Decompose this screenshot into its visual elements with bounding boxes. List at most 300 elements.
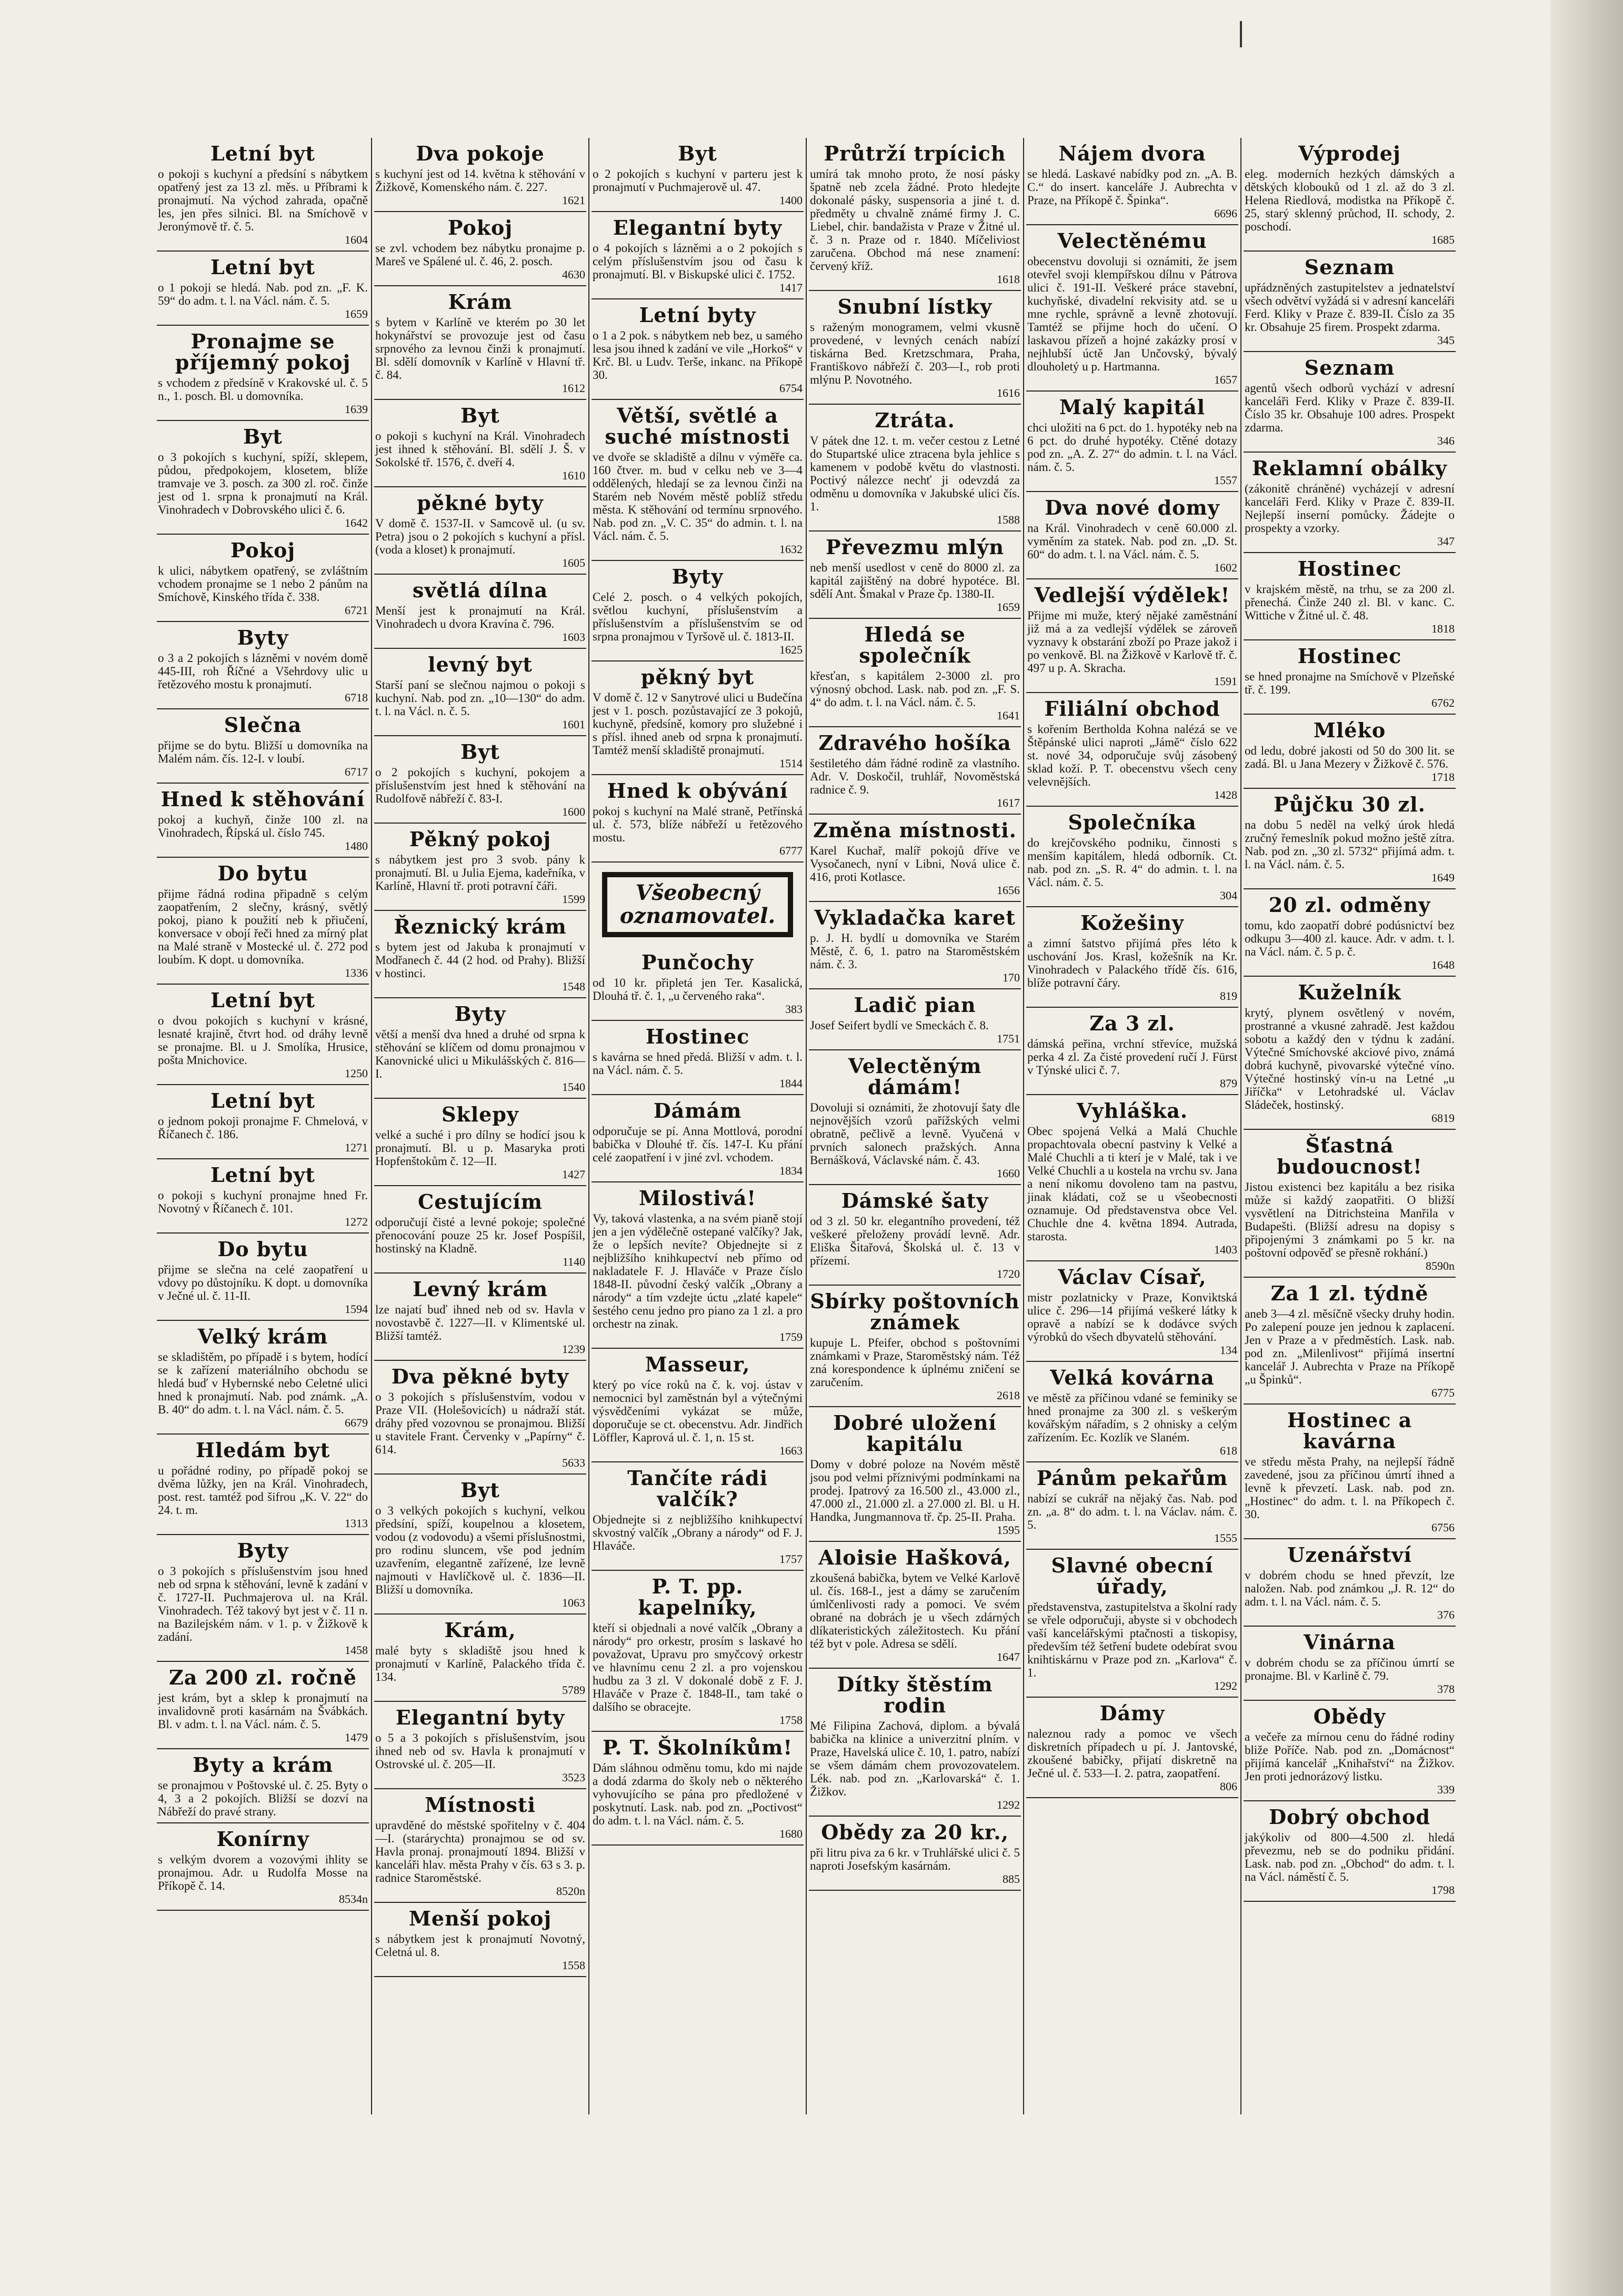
classified-ad <box>592 138 804 212</box>
ad-code: 5789 <box>562 1683 585 1697</box>
ad-title: Výprodej <box>1298 142 1401 165</box>
page-edge-shadow <box>1550 0 1623 2296</box>
ad-code: 345 <box>1437 334 1455 347</box>
ad-body: v krajském městě, na trhu, se za 200 zl. přenechá. Činže 240 zl. Bl. v kanc. C. Wittiche v Žitné ul. č. 48. <box>1245 583 1455 622</box>
ad-code: 1272 <box>345 1215 368 1228</box>
ad-code: 5633 <box>562 1456 585 1469</box>
ad-text <box>593 1378 803 1457</box>
ad-code: 1604 <box>345 233 368 246</box>
ad-body: na Král. Vinohradech v ceně 60.000 zl. vyměním za statek. Nab. pod zn. „D. St. 60“ do adm. t. l. na Václ. nám. č. 5. <box>1027 522 1237 561</box>
ad-code: 1660 <box>997 1167 1020 1180</box>
ad-body: upřádzněných zastupitelstev a jednatelství všech odvětví vyžádá si v adresní kanceláři Ferd. Kliky v Praze č. 839-II. Číslo za 35 kr. Obsahuje 25 firem. Prospekt zdarma. <box>1245 281 1455 334</box>
ad-title: Aloisie Hašková, <box>818 1546 1011 1569</box>
ad-title: Byt <box>460 740 500 764</box>
classified-ad <box>809 902 1021 989</box>
ad-code: 819 <box>1220 989 1237 1002</box>
classified-ad <box>374 1475 586 1615</box>
ad-text <box>375 167 585 207</box>
ad-body: o pokoji s kuchyní pronajme hned Fr. Novotný v Říčanech č. 101. <box>158 1189 368 1215</box>
classified-ad <box>809 1407 1021 1542</box>
ad-code: 618 <box>1220 1444 1237 1457</box>
ad-body: o 1 a 2 pok. s nábytkem neb bez, u samého lesa jsou ihned k zadání ve vile „Horkoš“ v Krč. Bl. u Ludv. Terše, inkanc. na Příkopě 30. <box>593 329 803 382</box>
classified-ad <box>809 1542 1021 1669</box>
ad-title: Velectěnému <box>1057 229 1207 253</box>
ad-body: o dvou pokojích s kuchyní v krásné, lesnaté krajině, čtvrt hod. od dráhy levně se pronajme. Bl. u J. Smolíka, Hrusice, pošta Mnichovice. <box>158 1014 368 1067</box>
ad-code: 1616 <box>997 386 1020 399</box>
ad-text <box>810 757 1020 809</box>
ad-body: ve dvoře se skladiště a dílnu v výměře ca. 160 čtver. m. bud v celku neb ve 3—4 oddělených, hledají se za levnou činži na Starém neb Novém městě poblíž středu města. K stěhování od termínu srpnového. Nab. pod zn. „V. C. 35“ do admin. t. l. na Václ. nám. č. 5. <box>593 450 803 543</box>
classified-ad <box>809 138 1021 291</box>
classified-ad <box>374 736 586 824</box>
ad-title: Václav Císař, <box>1058 1265 1207 1289</box>
classified-ad <box>1026 1362 1238 1462</box>
ad-title: Řeznický krám <box>394 915 567 938</box>
ad-body: na dobu 5 neděl na velký úrok hledá zručný řemeslník pokud možno ještě zítra. Nab. pod zn. „30 zl. 5732“ přijímá adm. t. l. na Václ. nám. č. 5. <box>1245 818 1455 871</box>
classified-ad <box>374 138 586 212</box>
ad-code: 1558 <box>562 1959 585 1972</box>
ad-text <box>593 1050 803 1090</box>
ad-text <box>810 1719 1020 1811</box>
ad-title: Společníka <box>1068 810 1197 834</box>
ad-code: 1818 <box>1431 622 1455 635</box>
ad-text <box>158 1464 368 1530</box>
classified-ad <box>809 1286 1021 1407</box>
ad-body: Obec spojená Velká a Malá Chuchle propachtovala obecní pastviny k Velké a Malé Chuchli a ti kterí je v Malé, tak i ve Velké Chuchli a u kostela na vrchu sv. Jana a není nikomu dovoleno tam na pastvu, jinak kládati, což se u všeobecnosti oznamuje. Od představenstva obce Vel. Chuchle dne 4. května 1894. Autrada, starosta. <box>1027 1125 1237 1243</box>
ad-title: Hned k obývání <box>607 779 788 803</box>
ad-title: Změna místnosti. <box>813 818 1017 842</box>
ad-title: Letní byt <box>211 142 315 165</box>
ad-title: Elegantní byty <box>395 1706 565 1729</box>
ad-title: Snubní lístky <box>837 295 993 318</box>
ad-code: 1591 <box>1214 675 1237 688</box>
classified-ad <box>1026 492 1238 579</box>
ad-body: se zvl. vchodem bez nábytku pronajme p. Mareš ve Spálené ul. č. 46, 2. posch. <box>375 242 585 268</box>
ad-text <box>158 813 368 853</box>
ad-title: Byt <box>678 142 717 165</box>
classified-ad <box>1244 977 1456 1130</box>
ad-code: 6775 <box>1431 1386 1455 1399</box>
ad-text <box>1027 522 1237 574</box>
section-banner <box>602 872 793 937</box>
ad-code: 3523 <box>562 1771 585 1784</box>
ad-body: nabízí se cukrář na nějaký čas. Nab. pod zn. „a. 8“ do adm. t. l. na Václav. nám. č. 5. <box>1027 1492 1237 1531</box>
classified-ad <box>809 989 1021 1050</box>
column-rule <box>1240 138 1241 2114</box>
classified-ad <box>157 535 369 622</box>
ad-text <box>810 1101 1020 1180</box>
ad-title: Hostinec a kavárna <box>1287 1408 1412 1453</box>
ad-code: 1292 <box>1214 1679 1237 1692</box>
ad-title: Zdravého hošíka <box>818 731 1011 755</box>
ad-body: mistr pozlatnicky v Praze, Konviktská ulice č. 296—14 přijímá veškeré látky k opravě a nabízí se k dodávce svých výrobků do všech dbyvatelů stěhování. <box>1027 1291 1237 1343</box>
ad-body: s nábytkem jest k pronajmutí Novotný, Celetná ul. 8. <box>375 1932 585 1959</box>
ad-body: o 3 velkých pokojích s kuchyní, velkou předsíní, spíží, koupelnou a klosetem, vodou (z vodovodu) a všemi příslušnostmi, pro rodinu sluncem, vše pod jedním uzavřením, elegantně zařízené, lze levně najmouti v Havlíčkově ul. č. 1836—II. Bližší u domovníka. <box>375 1504 585 1596</box>
classified-ad <box>157 1234 369 1321</box>
classified-ad <box>1244 889 1456 977</box>
classified-ad <box>1244 1539 1456 1627</box>
classified-ad <box>592 299 804 400</box>
ad-title: Vedlejší výdělek! <box>1034 583 1230 607</box>
ad-text <box>1027 1291 1237 1357</box>
classified-ad <box>157 858 369 985</box>
ad-text <box>1027 723 1237 801</box>
ad-text <box>158 1779 368 1818</box>
ad-text <box>375 1644 585 1697</box>
ad-body: a zimní šatstvo přijímá přes léto k uschování Jos. Krasl, kožešník na Kr. Vinohradech v Palackého třídě čís. 616, blíže potravní čáry. <box>1027 937 1237 989</box>
ad-body: tomu, kdo zaopatří dobré podúsnictví bez odkupu 3—400 zl. kauce. Adr. v adm. t. l. na Václ. nám. č. 5 p. č. <box>1245 919 1455 958</box>
ad-text <box>1027 421 1237 487</box>
ad-text <box>1245 482 1455 548</box>
ad-code: 6762 <box>1431 696 1455 709</box>
ad-text <box>375 517 585 569</box>
ad-text <box>810 1458 1020 1537</box>
ad-body: Objednejte si z nejbližšího knihkupectví skvostný valčík „Obrany a národy“ od F. J. Hlaváče. <box>593 1513 803 1552</box>
ad-code: 1657 <box>1214 373 1237 386</box>
ad-title: Dámy <box>1099 1701 1165 1725</box>
classified-ad <box>374 1903 586 1977</box>
ad-text <box>810 320 1020 399</box>
column-6 <box>1244 138 1456 2114</box>
ad-text <box>593 976 803 1016</box>
ad-code: 1602 <box>1214 561 1237 574</box>
ad-code: 879 <box>1220 1077 1237 1090</box>
ad-text <box>1245 167 1455 246</box>
ad-body: s vchodem z předsíně v Krakovské ul. č. 5 n., 1. posch. Bl. u domovníka. <box>158 376 368 403</box>
ad-body: odporučují čisté a levné pokoje; společné přenocování pouze 25 kr. Josef Pospíšil, hostinský na Kladně. <box>375 1216 585 1255</box>
ad-text <box>1245 281 1455 347</box>
ad-text <box>375 429 585 482</box>
ad-text <box>1245 919 1455 971</box>
ad-title: Byt <box>243 425 283 448</box>
ad-text <box>810 1571 1020 1663</box>
ad-title: Letní byt <box>211 1163 315 1187</box>
ad-title: Tančíte rádi valčík? <box>627 1466 768 1511</box>
ad-code: 1680 <box>779 1827 803 1840</box>
ad-text <box>158 739 368 778</box>
ad-text <box>158 281 368 320</box>
classified-ad <box>1244 715 1456 789</box>
ad-text <box>375 1028 585 1094</box>
ad-body: Karel Kuchař, malíř pokojů dříve ve Vysočanech, nyní v Libni, Nová ulice č. 416, proti Kotlasce. <box>810 844 1020 884</box>
ad-text <box>158 1263 368 1316</box>
ad-code: 1555 <box>1214 1531 1237 1545</box>
classified-ad <box>374 212 586 286</box>
ad-code: 1617 <box>997 796 1020 809</box>
ad-text <box>593 242 803 294</box>
ad-title: Průtrží trpícich <box>824 142 1006 165</box>
ad-text <box>375 766 585 818</box>
ad-title: Dva pěkné byty <box>391 1365 569 1388</box>
ad-title: Obědy <box>1313 1705 1386 1728</box>
ad-title: Letní byt <box>211 1089 315 1112</box>
ad-code: 1514 <box>779 757 803 770</box>
classified-ad <box>374 1702 586 1789</box>
ad-body: kupuje L. Pfeifer, obchod s poštovními známkami v Praze, Staroměstský nám. Též zná korespondence k úplnému zničení se zaručením. <box>810 1336 1020 1389</box>
ad-text <box>1027 1492 1237 1545</box>
classified-ad <box>592 1095 804 1182</box>
ad-text <box>375 1128 585 1181</box>
ad-body: do krejčovského podniku, činnosti s menším kapitálem, hledá odborník. Ct. nab. pod zn. „S. R. 4“ do admin. t. l. na Václ. nám. č. 5. <box>1027 836 1237 889</box>
ad-body: eleg. moderních hezkých dámských a dětských klobouků od 1 zl. až do 3 zl. Helena Riedlová, modistka na Příkopě č. 25, starý sklenný průchod, II. schody, 2. poschodí. <box>1245 167 1455 233</box>
ad-code: 1758 <box>779 1713 803 1727</box>
ad-text <box>1245 1656 1455 1696</box>
ad-code: 1656 <box>997 884 1020 897</box>
ad-body: přijme se do bytu. Bližší u domovníka na Malém nám. čís. 12-I. v loubí. <box>158 739 368 765</box>
ad-text <box>810 434 1020 526</box>
column-2 <box>374 138 586 2114</box>
ad-title: Pokoj <box>447 216 513 239</box>
ad-body: chci uložiti na 6 pct. do 1. hypotéky neb na 6 pct. do druhé hypotéky. Ctěné dotazy pod zn. „A. Z. 27“ do admin. t. l. na Václ. nám. č. 5. <box>1027 421 1237 474</box>
ad-title: Obědy za 20 kr., <box>821 1820 1009 1844</box>
classified-ad <box>809 1817 1021 1891</box>
ad-body: větší a menší dva hned a druhé od srpna k stěhování se klíčem od domu pronajmou v Kanovnické ulici u Mikulášských č. 816—I. <box>375 1028 585 1080</box>
ad-code: 8534n <box>339 1892 368 1906</box>
ad-code: 6679 <box>345 1416 368 1429</box>
ad-title: Punčochy <box>641 950 754 974</box>
ad-text <box>1027 1600 1237 1692</box>
ad-text <box>810 1215 1020 1280</box>
ad-title: Kuželník <box>1298 980 1401 1004</box>
ad-body: o 2 pokojích s kuchyní, pokojem a příslušenstvím jest hned k stěhování na Rudolfově nábřeží č. 83-I. <box>375 766 585 805</box>
classified-ad <box>809 727 1021 815</box>
ad-body: o 2 pokojích s kuchyní v parteru jest k pronajmutí v Puchmajerově ul. 47. <box>593 167 803 194</box>
ad-text <box>1245 1180 1455 1272</box>
ad-code: 1292 <box>997 1798 1020 1811</box>
ad-code: 378 <box>1437 1682 1455 1696</box>
ad-text <box>1027 255 1237 386</box>
ad-code: 1625 <box>779 643 803 656</box>
ad-code: 6819 <box>1431 1111 1455 1125</box>
ad-title: Byty <box>237 1539 289 1562</box>
ad-text <box>158 167 368 246</box>
ad-body: od 10 kr. připletá jen Ter. Kasalická, Dlouhá tř. č. 1, „u červeného raka“. <box>593 976 803 1002</box>
ad-text <box>810 1336 1020 1402</box>
ad-body: s kavárna se hned předá. Bližší v adm. t. l. na Václ. nám. č. 5. <box>593 1050 803 1077</box>
ad-title: pěkný byt <box>640 665 755 689</box>
ad-body: pokoj a kuchyň, činže 100 zl. na Vinohradech, Řípská ul. číslo 745. <box>158 813 368 839</box>
column-rule <box>1023 138 1024 2114</box>
ad-text <box>1027 167 1237 220</box>
ad-code: 1250 <box>345 1067 368 1080</box>
classified-ad <box>809 1669 1021 1817</box>
ad-title: Ladič pian <box>854 993 976 1017</box>
ad-body: s kořením Bertholda Kohna nalézá se ve Štěpánské ulici naproti „Jámě“ číslo 622 st. nové 34, odporučuje svůj zásobený sklad koží. P. T. obecenstvu všech ceny velevnějších. <box>1027 723 1237 788</box>
classified-ad <box>1026 1095 1238 1261</box>
ad-body: s bytem v Karlíně ve kterém po 30 let hokynářství se provozuje jest od času srpnového za levnou činži k pronajmutí. Bl. sdělí domovník v Karlíně v Hlavní tř. č. 84. <box>375 316 585 382</box>
ad-title: Krám <box>448 290 513 314</box>
ad-body: v dobrém chodu se za příčinou úmrtí se pronajme. Bl. v Karlině č. 79. <box>1245 1656 1455 1682</box>
ad-title: Šťastná budoucnost! <box>1277 1134 1422 1178</box>
ad-body: upravděné do městské spořitelny v č. 404—I. (starárychta) pronajmou se od sv. Havla pronaj. pronajmoutí 1894. Bližší v kanceláři hlav. města Prahy v čís. 63 s 3. p. radnice Staroměstské. <box>375 1819 585 1884</box>
ad-text <box>810 167 1020 286</box>
classified-ad <box>1244 1627 1456 1701</box>
ad-body: Starší paní se slečnou najmou o pokoji s kuchyní. Nab. pod zn. „10—130“ do adm. t. l. na Václ. n. č. 5. <box>375 678 585 718</box>
classified-ad <box>1244 138 1456 252</box>
ad-title: světlá dílna <box>412 578 548 602</box>
ad-body: agentů všech odborů vychází v adresní kanceláři Ferd. Kliky v Praze č. 839-II. Číslo 35 kr. Obsahuje 100 adres. Prospekt zdarma. <box>1245 382 1455 434</box>
ad-code: 1480 <box>345 839 368 853</box>
ad-body: s bytem jest od Jakuba k pronajmutí v Modřanech č. 44 (2 hod. od Prahy). Bližší v hostinci. <box>375 940 585 980</box>
ad-text <box>810 561 1020 614</box>
ad-body: dámská peřina, vrchní střevíce, mužská perka 4 zl. Za čisté provedení ručí J. Fürst v Týnské ulici č. 7. <box>1027 1037 1237 1077</box>
ad-text <box>593 1761 803 1840</box>
ad-text <box>1245 382 1455 447</box>
ad-code: 304 <box>1220 889 1237 902</box>
ad-code: 1599 <box>562 893 585 906</box>
classified-ad <box>809 1050 1021 1185</box>
ad-title: Milostivá! <box>638 1186 757 1210</box>
ad-body: k ulici, nábytkem opatřený, se zvláštním vchodem pronajme se 1 nebo 2 pánům na Smíchově, Kinského třída č. 338. <box>158 564 368 604</box>
ad-title: Pánům pekařům <box>1036 1466 1228 1490</box>
ad-text <box>158 887 368 979</box>
ad-title: Ztráta. <box>875 408 955 432</box>
ad-text <box>593 1212 803 1343</box>
classified-ad <box>809 291 1021 405</box>
ad-code: 339 <box>1437 1783 1455 1796</box>
ad-text <box>1027 1125 1237 1256</box>
ad-body: o 3 pokojích s příslušenstvím, vodou v Praze VII. (Holešovicích) u nádraží stát. dráhy před vozovnou se pronajmou. Bližší u stavitele Frant. Červenky v „Papírny“ č. 614. <box>375 1390 585 1456</box>
ad-text <box>375 242 585 281</box>
ad-title: Půjčku 30 zl. <box>1274 793 1426 816</box>
ad-text <box>1245 670 1455 709</box>
ad-text <box>375 940 585 993</box>
ad-text <box>593 1125 803 1177</box>
ad-title: Pokoj <box>230 538 296 562</box>
ad-body: V pátek dne 12. t. m. večer cestou z Letné do Stupartské ulice ztracena byla jehlice s kamenem v podobě květu do vlastnosti. Poctivý nálezce nechť ji odevzdá za odměnu u domovníka v Jakubské ulici čís. 1. <box>810 434 1020 513</box>
classified-ad <box>374 400 586 487</box>
classified-ad <box>592 1732 804 1846</box>
ad-title: Sklepy <box>441 1102 519 1126</box>
ad-title: Seznam <box>1304 356 1395 379</box>
ad-title: Byt <box>460 404 500 427</box>
ad-title: levný byt <box>428 653 533 676</box>
ad-title: Do bytu <box>217 861 308 885</box>
ad-title: Byty <box>237 626 289 649</box>
ad-text <box>810 669 1020 722</box>
classified-ad <box>809 405 1021 532</box>
ad-title: Dámám <box>653 1099 742 1122</box>
classified-ad <box>1244 553 1456 640</box>
classified-ad <box>592 400 804 561</box>
ad-text <box>375 1731 585 1784</box>
margin-mark <box>1240 21 1242 47</box>
ad-body: zkoušená babička, bytem ve Velké Karlově ul. čís. 168-I., jest a dámy se zaručením úmlčenlivosti rady a pomoci. Ve svém obrané na dobrách je u všech zdárných dlíkateristických záležitostech. Ku přání též byt v pole. Adresa se sdělí. <box>810 1571 1020 1650</box>
classified-ad <box>1244 1278 1456 1405</box>
ad-code: 1600 <box>562 805 585 818</box>
ad-text <box>1245 583 1455 635</box>
ad-text <box>375 678 585 731</box>
classified-ad <box>1244 453 1456 553</box>
classified-ad <box>592 1349 804 1462</box>
classified-ad <box>374 1789 586 1903</box>
ad-body: o 1 pokoji se hledá. Nab. pod zn. „F. K. 59“ do adm. t. l. na Václ. nám. č. 5. <box>158 281 368 307</box>
ad-title: Pronajme se příjemný pokoj <box>175 329 351 374</box>
column-5 <box>1026 138 1238 2114</box>
ad-text <box>810 931 1020 984</box>
ad-title: P. T. pp. kapelníky, <box>638 1575 757 1619</box>
ad-body: p. J. H. bydlí u domovníka ve Starém Městě, č. 6, 1. patro na Staroměstském nám. č. 3. <box>810 931 1020 971</box>
ad-body: neb menší usedlost v ceně do 8000 zl. za kapitál zajištěný na dobré hypotéce. Bl. sdělí Ant. Šmakal v Praze čp. 1380-II. <box>810 561 1020 600</box>
ad-text <box>593 1621 803 1727</box>
classified-ad <box>374 998 586 1099</box>
ad-body: a večeře za mírnou cenu do řádné rodiny bliže Poříče. Nab. pod zn. „Domácnost“ přijímá kancelář „Knihařství“ na Žižkov. Jen proti jednorázový listku. <box>1245 1730 1455 1783</box>
ad-code: 1588 <box>997 513 1020 526</box>
ad-code: 1834 <box>779 1164 803 1177</box>
ad-code: 806 <box>1220 1780 1237 1793</box>
ad-code: 1798 <box>1431 1883 1455 1897</box>
classified-ad <box>157 1823 369 1911</box>
ad-title: Sbírky poštovních známek <box>810 1289 1020 1334</box>
ad-code: 1400 <box>779 194 803 207</box>
ad-text <box>593 1513 803 1566</box>
classified-ad <box>374 911 586 998</box>
ad-code: 134 <box>1220 1343 1237 1357</box>
ad-title: Velký krám <box>197 1325 328 1348</box>
ad-code: 1610 <box>562 469 585 482</box>
ad-title: 20 zl. odměny <box>1268 893 1431 917</box>
classified-ad <box>374 1186 586 1274</box>
section-banner-title: Všeobecný oznamovatel. <box>607 877 788 932</box>
classified-ad <box>157 1085 369 1159</box>
classified-ad <box>1244 1405 1456 1539</box>
ad-title: Hostinec <box>645 1025 750 1048</box>
ad-body: o 4 pokojích s lázněmi a o 2 pokojích s celým příslušenstvím jsou od času k pronajmutí. Bl. v Biskupské ulici č. 1752. <box>593 242 803 281</box>
ad-title: Byt <box>460 1478 500 1502</box>
ad-body: jakýkoliv od 800—4.500 zl. hledá převezmu, neb se do podniku přidání. Lask. nab. pod zn. „Obchod“ do adm. t. l. na Václ. náměstí č. 5. <box>1245 1831 1455 1883</box>
ad-title: Větší, světlé a suché místnosti <box>605 404 790 448</box>
ad-title: Hledám byt <box>195 1438 330 1462</box>
ad-text <box>158 1115 368 1154</box>
ad-body: o 3 pokojích s kuchyní, spíží, sklepem, půdou, předpokojem, klosetem, blíže tramvaje ve 3. posch. za 300 zl. roč. činže jest od 1. srpna k pronajmutí na Král. Vinohradech v Dobrovského ulici č. 6. <box>158 450 368 516</box>
ad-code: 1612 <box>562 382 585 395</box>
ad-code: 1632 <box>779 543 803 556</box>
classified-ad <box>1026 1261 1238 1362</box>
ad-text <box>1245 1455 1455 1534</box>
ad-code: 1751 <box>997 1032 1020 1045</box>
ad-body: malé byty s skladiště jsou hned k pronajmutí v Karlíně, Palackého třída č. 134. <box>375 1644 585 1683</box>
ad-text <box>158 450 368 529</box>
ad-body: jest krám, byt a sklep k pronajmutí na invalidovně proti kasárnám na Švábkách. Bl. v adm. t. l. na Václ. nám. č. 5. <box>158 1691 368 1731</box>
ad-code: 1336 <box>345 966 368 979</box>
ad-body: při litru piva za 6 kr. v Truhlářské ulici č. 5 naproti Josefským kasárnám. <box>810 1846 1020 1872</box>
ad-code: 1458 <box>345 1643 368 1657</box>
column-4 <box>809 138 1021 2114</box>
ad-body: lze najatí buď ihned neb od sv. Havla v novostavbě č. 1227—II. v Klimentské ul. Bližší tamtéž. <box>375 1303 585 1342</box>
classified-ad <box>1244 789 1456 889</box>
ad-code: 1428 <box>1214 788 1237 801</box>
ad-body: ve středu města Prahy, na nejlepší řádně zavedené, jsou za příčinou úmrtí ihned a levně k převzetí. Lask. nab. pod zn. „Hostinec“ do adm. t. l. na Příkopech č. 30. <box>1245 1455 1455 1521</box>
ad-body: s kuchyní jest od 14. května k stěhování v Žižkově, Komenského nám. č. 227. <box>375 167 585 194</box>
classified-ad <box>374 487 586 575</box>
ad-text <box>158 1691 368 1744</box>
ad-title: Dobré uložení kapitálu <box>833 1411 997 1456</box>
classified-ad <box>374 1361 586 1475</box>
classified-ad <box>374 286 586 400</box>
ad-code: 1720 <box>997 1267 1020 1280</box>
ad-title: Elegantní byty <box>613 216 783 239</box>
classified-ad <box>157 1535 369 1662</box>
ad-title: Byty <box>672 565 724 588</box>
ad-title: Vinárna <box>1304 1630 1396 1654</box>
ad-text <box>593 805 803 857</box>
ad-title: Letní byty <box>639 303 756 327</box>
ad-body: Josef Seifert bydlí ve Smeckách č. 8. <box>810 1019 989 1032</box>
classified-ad <box>1244 1130 1456 1278</box>
ad-body: s nábytkem jest pro 3 svob. pány k pronajmutí. Bl. u Julia Ejema, kadeřníka, v Karlíně, Hlavní tř. proti potravní čáři. <box>375 853 585 893</box>
ad-code: 1639 <box>345 403 368 416</box>
ad-title: Filiální obchod <box>1044 697 1220 720</box>
ad-text <box>375 316 585 395</box>
